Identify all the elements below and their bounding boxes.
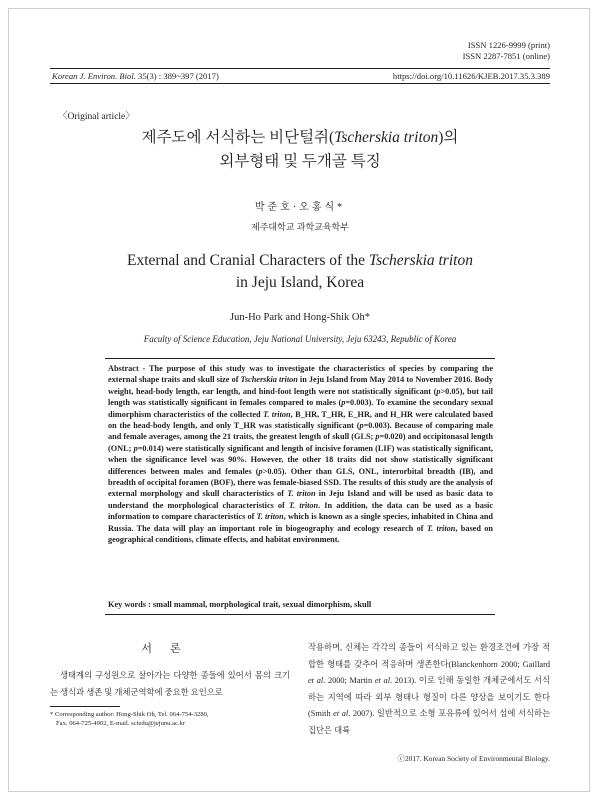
volume-pages: 35(3) : 389~397 (2017) bbox=[138, 71, 219, 81]
header-rule-bottom bbox=[50, 83, 550, 84]
doi-link[interactable]: https://doi.org/10.11626/KJEB.2017.35.3.389 bbox=[392, 71, 550, 81]
corresponding-author-footnote bbox=[50, 710, 290, 728]
english-affiliation: Faculty of Science Education, Jeju National University, Jeju 63243, Republic of Korea bbox=[143, 334, 457, 344]
keywords: Key words : small mammal, morphological trait, sexual dimorphism, skull bbox=[108, 600, 372, 609]
footnote-line1: * Corresponding author: Hong-Shik Oh, Tel. 064-754-3280, bbox=[50, 711, 209, 718]
english-title-line2: in Jeju Island, Korea bbox=[235, 274, 365, 291]
footnote-rule bbox=[50, 706, 120, 707]
english-authors: Jun-Ho Park and Hong-Shik Oh* bbox=[230, 312, 370, 323]
intro-paragraph-left: 생태계의 구성원으로 살아가는 다양한 종들에 있어서 몸의 크기는 생식과 생존 및 개체군역학에 중요한 요인으로 bbox=[50, 671, 290, 697]
issn-print: ISSN 1226-9999 (print) bbox=[467, 40, 550, 50]
section-heading-introduction: 서론 bbox=[141, 643, 199, 655]
english-title-prefix: External and Cranial Characters of the bbox=[127, 252, 369, 269]
korean-authors: 박준호·오홍식* bbox=[254, 202, 346, 213]
copyright-notice: ⓒ2017. Korean Society of Environmental Biology. bbox=[397, 754, 550, 763]
abstract-rule-bottom bbox=[105, 614, 495, 615]
intro-left-column bbox=[50, 640, 290, 701]
korean-title-prefix: 제주도에 서식하는 비단털쥐( bbox=[141, 129, 335, 146]
korean-affiliation: 제주대학교 과학교육학부 bbox=[251, 222, 349, 232]
article-type: 〈Original article〉 bbox=[58, 112, 135, 122]
english-title-species: Tscherskia triton bbox=[368, 252, 473, 269]
issn-online: ISSN 2287-7851 (online) bbox=[462, 51, 550, 61]
korean-title-line2: 외부형태 및 두개골 특징 bbox=[219, 153, 381, 170]
header-rule-top bbox=[50, 68, 550, 69]
abstract-rule-top bbox=[105, 358, 495, 359]
korean-title-suffix: )의 bbox=[438, 129, 459, 146]
journal-abbrev: Korean J. Environ. Biol. bbox=[52, 71, 136, 81]
journal-citation bbox=[52, 71, 219, 81]
korean-title bbox=[0, 126, 600, 174]
english-title bbox=[0, 250, 600, 294]
abstract-label: Abstract bbox=[108, 364, 139, 373]
abstract: Abstract - The purpose of this study was to investigate the characteristics of species by comparing the external shape traits and skull size of Tscherskia triton in Jeju Island from May 2014 to November 2016. Body weight, head-body length, ear length, and hind-foot length were not statistically significant (p>0.05), but tail length was statistically significant in females compared to males (p=0.003). To examine the secondary sexual dimorphism characteristics of the collected T. triton, B_HR, T_HR, E_HR, and H_HR were calculated based on the head-body length, and only T_HR was statistically significant (p=0.003). Because of comparing male and female averages, among the 21 traits, the greatest length of skull (GLS; p=0.020) and occipitonasal length (ONL; p=0.014) were statistically significant and length of incisive foramen (LIF) was statistically significant, when the significance level was 90%. However, the other 18 traits did not show statistically significant differences between males and females (p>0.05). Other than GLS, ONL, interorbital breadth (IB), and breadth of occipital foramen (BOF), there was female-biased SSD. The results of this study are the analysis of external morphology and skull characteristics of T. triton in Jeju Island and will be used as basic data to understand the morphological characteristics of T. triton. In addition, the data can be used as a basic information to compare characteristics of T. triton, which is known as a single species, inhabited in China and Russia. The data will play an important role in biogeography and ecology research of T. triton, based on geographical conditions, climate effects, and habitat environment. bbox=[108, 364, 494, 545]
intro-right-column: 작용하며, 신체는 각각의 종들이 서식하고 있는 환경조건에 가장 적합한 형태를 갖추어 적응하며 생존한다(Blanckenhorn 2000; Gaillard et al. 2000; Martin et al. 2013). 이로 인해 동일한 개체군에서도 서식하는 지역에 따라 외부 형태나 형질이 다른 양상을 보이기도 한다(Smith et al. 2007). 일반적으로 소형 포유류에 있어서 섬에 서식하는 집단은 대륙 bbox=[308, 643, 550, 735]
korean-title-species: Tscherskia triton bbox=[334, 129, 439, 146]
footnote-line2: Fax. 064-725-4902, E-mail. sciedu@jejunu.ac.kr bbox=[56, 720, 186, 727]
